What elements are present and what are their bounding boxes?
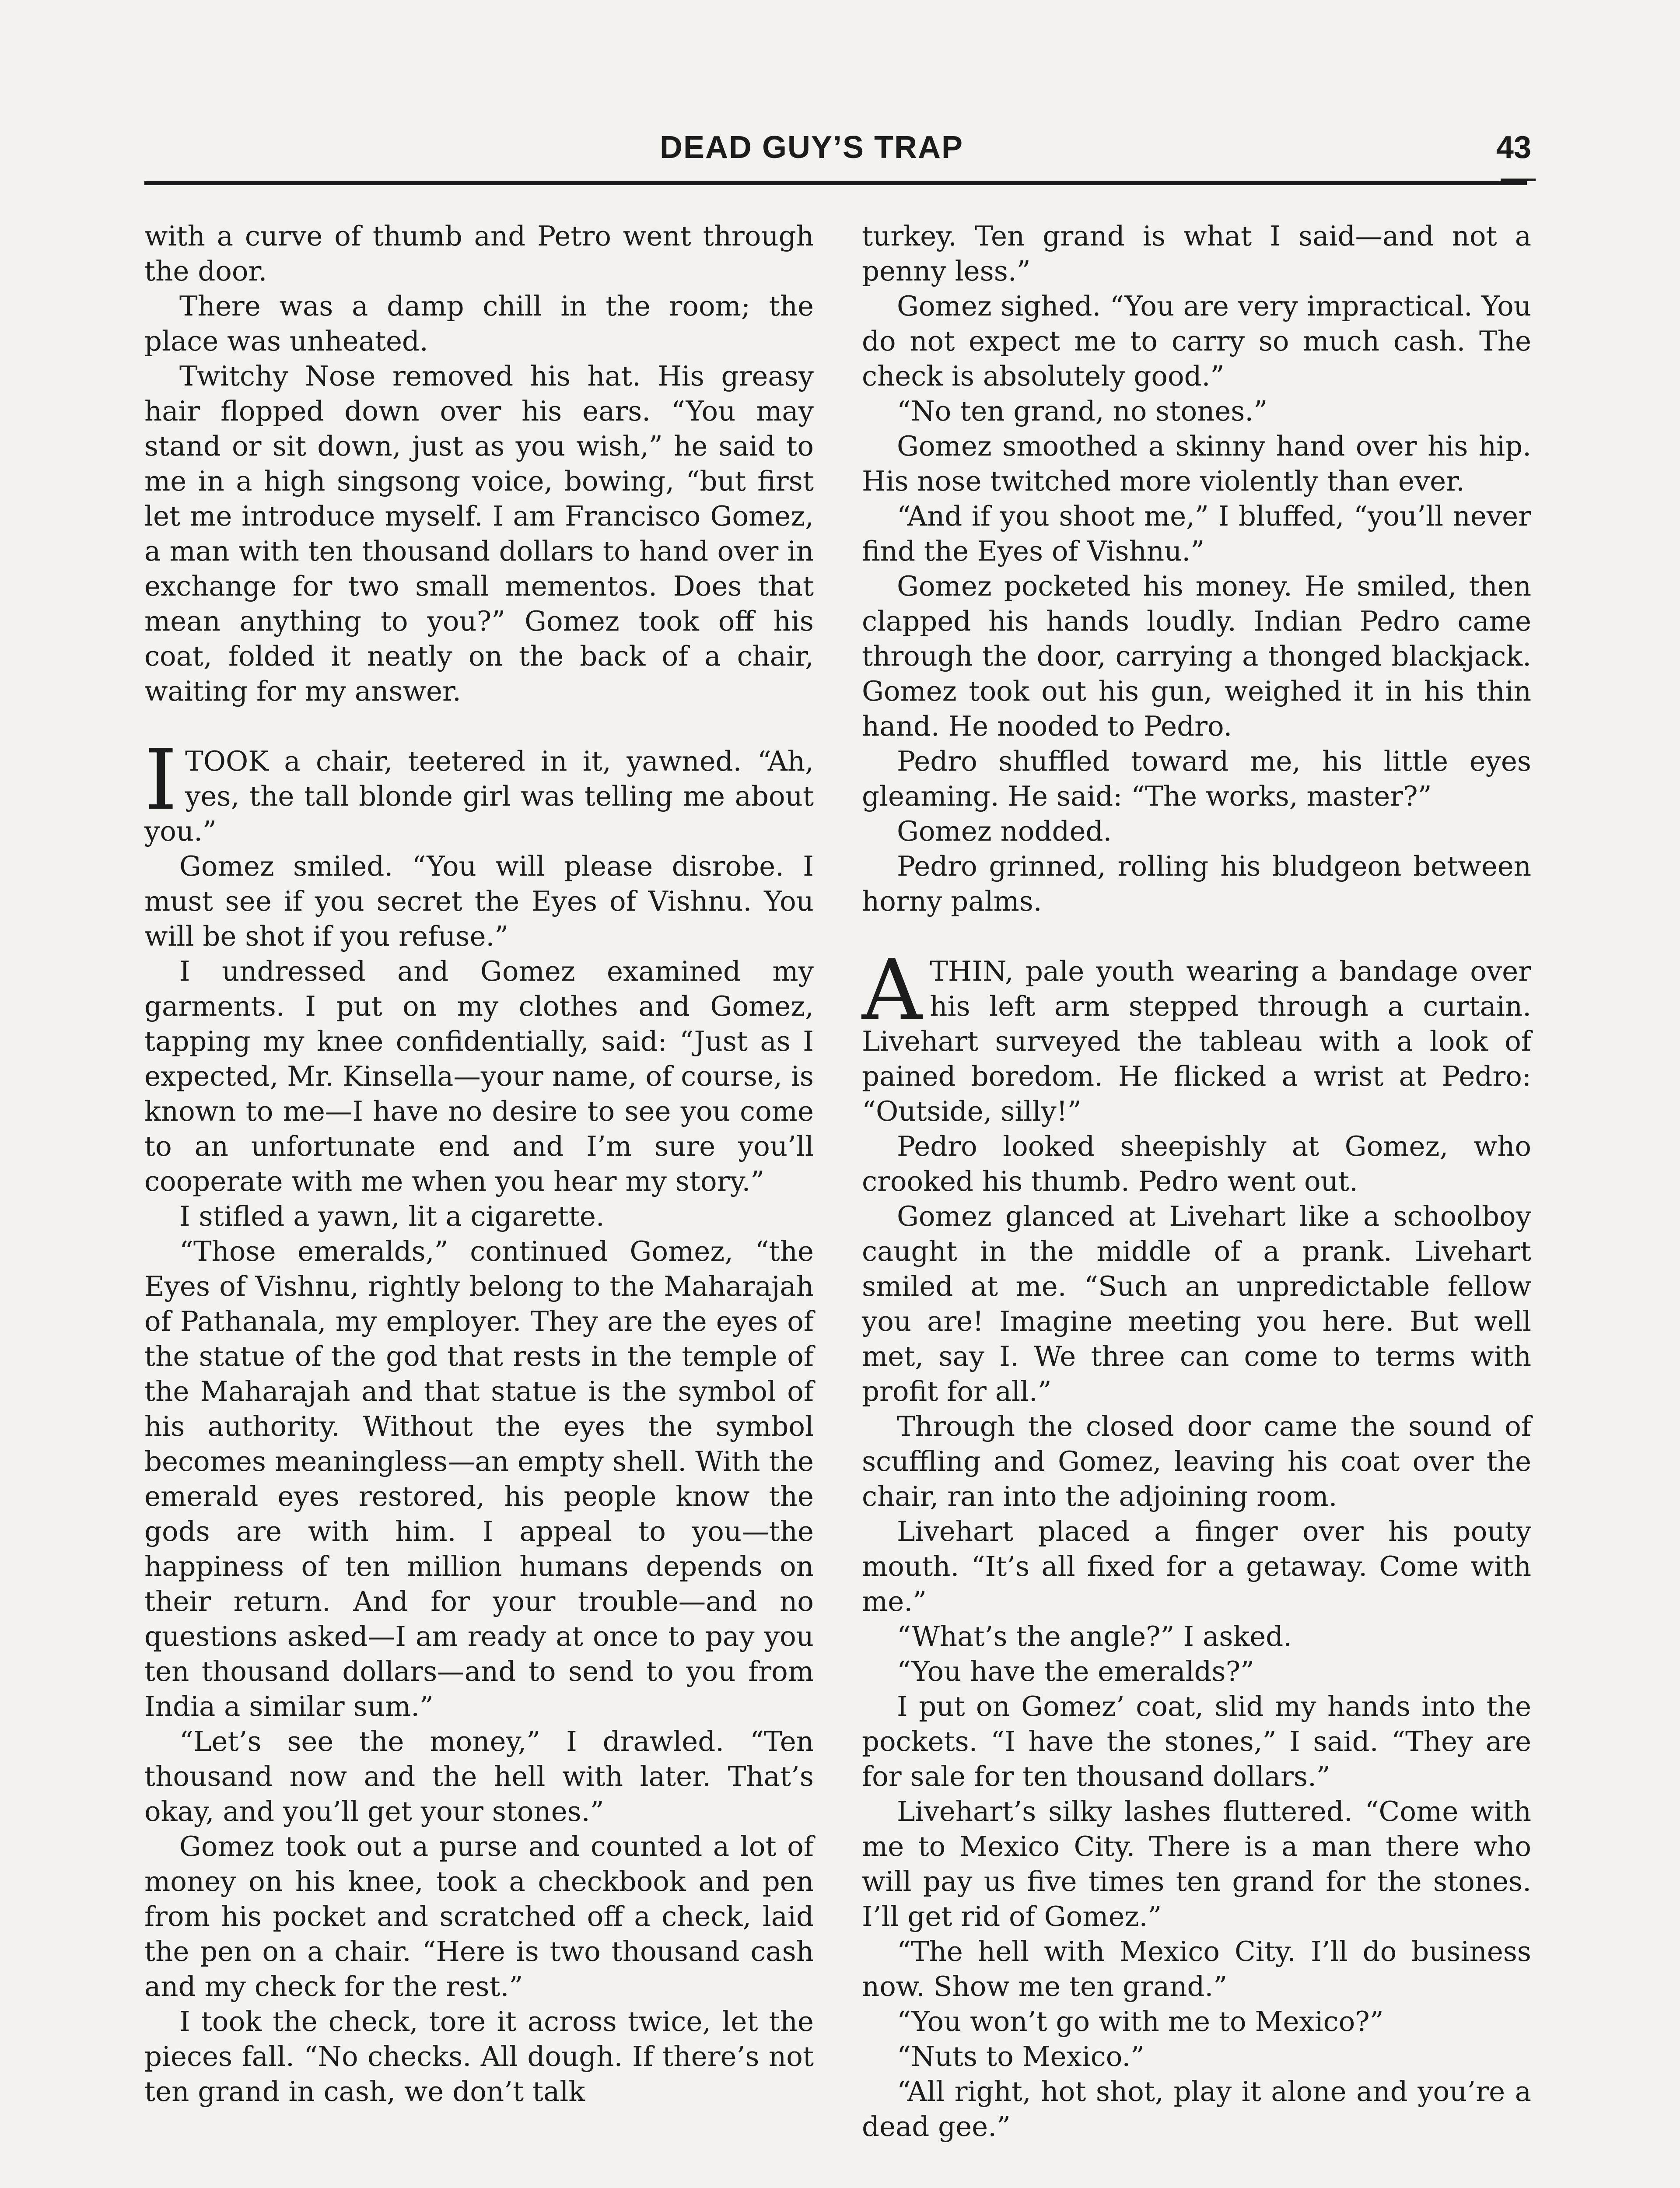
paragraph: Through the closed door came the sound of scuffling and Gomez, leaving his coat over the chair, ran into the adjoining room. (862, 1410, 1531, 1512)
lead-in: TOOK (185, 745, 269, 777)
paragraph: Gomez nodded. (897, 815, 1112, 847)
header-rule (144, 181, 1527, 185)
paragraph: “Nuts to Mexico.” (897, 2041, 1145, 2072)
paragraph: Livehart placed a finger over his pouty mouth. “It’s all fixed for a getaway. Come with me.” (862, 1515, 1531, 1617)
drop-cap: A (862, 942, 922, 1038)
paragraph: Twitchy Nose removed his hat. His greasy hair flopped down over his ears. “You may stand or sit down, just as you wish,” he said to me in a high singsong voice, bowing, “but first let me introduce myself. I am Francisco Gomez, a man with ten thousand dollars to hand over in exchange for two small mementos. Does that mean anything to you?” Gomez took off his coat, folded it neatly on the back of a chair, waiting for my answer. (144, 360, 814, 707)
right-column (862, 219, 1531, 2144)
paragraph: Livehart’s silky lashes fluttered. “Come with me to Mexico City. There is a man there who will pay us five times ten grand for the stones. I’ll get rid of Gomez.” (862, 1795, 1531, 1932)
left-column (144, 219, 814, 2109)
paragraph: There was a damp chill in the room; the place was unheated. (144, 290, 814, 357)
paragraph: I took the check, tore it across twice, let the pieces fall. “No checks. All dough. If there’s not ten grand in cash, we don’t talk (144, 2006, 814, 2107)
drop-cap: I (144, 732, 178, 828)
paragraph-text: pale youth wearing a bandage over his left arm stepped through a curtain. Livehart surveyed the tableau with a look of pained boredom. He flicked a wrist at Pedro: “Outside, silly!” (862, 955, 1531, 1127)
section-opening-paragraph (862, 942, 1531, 1129)
paragraph: I put on Gomez’ coat, slid my hands into the pockets. “I have the stones,” I said. “They are for sale for ten thousand dollars.” (862, 1690, 1531, 1792)
page-header (144, 130, 1531, 178)
paragraph-text: a chair, teetered in it, yawned. “Ah, yes, the tall blonde girl was telling me about you.” (144, 745, 814, 847)
paragraph: “And if you shoot me,” I bluffed, “you’ll never find the Eyes of Vishnu.” (862, 500, 1531, 567)
paragraph: Gomez glanced at Livehart like a schoolboy caught in the middle of a prank. Livehart smiled at me. “Such an unpredictable fellow you are! Imagine meeting you here. But well met, say I. We three can come to terms with profit for all.” (862, 1200, 1531, 1407)
paragraph: Pedro looked sheepishly at Gomez, who crooked his thumb. Pedro went out. (862, 1130, 1531, 1197)
paragraph: “No ten grand, no stones.” (897, 395, 1268, 427)
paragraph: Gomez smiled. “You will please disrobe. I must see if you secret the Eyes of Vishnu. You will be shot if you refuse.” (144, 850, 814, 952)
paragraph: “The hell with Mexico City. I’ll do business now. Show me ten grand.” (862, 1936, 1531, 2002)
header-rule-tail (1501, 179, 1536, 181)
paragraph: “You have the emeralds?” (897, 1655, 1255, 1687)
paragraph: “Let’s see the money,” I drawled. “Ten thousand now and the hell with later. That’s okay, and you’ll get your stones.” (144, 1725, 814, 1827)
paragraph: I stifled a yawn, lit a cigarette. (179, 1200, 605, 1232)
paragraph: “All right, hot shot, play it alone and you’re a dead gee.” (862, 2076, 1531, 2142)
paragraph: with a curve of thumb and Petro went through the door. (144, 220, 814, 287)
paragraph: Pedro grinned, rolling his bludgeon between horny palms. (862, 850, 1531, 917)
paragraph: “What’s the angle?” I asked. (897, 1620, 1292, 1652)
paragraph: Gomez took out a purse and counted a lot of money on his knee, took a checkbook and pen from his pocket and scratched off a check, laid the pen on a chair. “Here is two thousand cash and my check for the rest.” (144, 1830, 814, 2002)
paragraph: Pedro shuffled toward me, his little eyes gleaming. He said: “The works, master?” (862, 745, 1531, 812)
paragraph: Gomez pocketed his money. He smiled, then clapped his hands loudly. Indian Pedro came through the door, carrying a thonged blackjack. Gomez took out his gun, weighed it in his thin hand. He nooded to Pedro. (862, 570, 1531, 742)
paragraph: “Those emeralds,” continued Gomez, “the Eyes of Vishnu, rightly belong to the Maharajah of Pathanala, my employer. They are the eyes of the statue of the god that rests in the temple of the Maharajah and that statue is the symbol of his authority. Without the eyes the symbol becomes meaningless—an empty shell. With the emerald eyes restored, his people know the gods are with him. I appeal to you—the happiness of ten million humans depends on their return. And for your trouble—and no questions asked—I am ready at once to pay you ten thousand dollars—and to send to you from India a similar sum.” (144, 1235, 814, 1722)
paragraph: turkey. Ten grand is what I said—and not a penny less.” (862, 220, 1531, 287)
paragraph: Gomez sighed. “You are very impractical. You do not expect me to carry so much cash. The check is absolutely good.” (862, 290, 1531, 392)
page-number: 43 (1496, 130, 1531, 165)
paragraph: Gomez smoothed a skinny hand over his hip. His nose twitched more violently than ever. (862, 430, 1531, 497)
running-title: DEAD GUY’S TRAP (659, 130, 964, 165)
section-opening-paragraph (144, 732, 814, 849)
paragraph: I undressed and Gomez examined my garments. I put on my clothes and Gomez, tapping my knee confidentially, said: “Just as I expected, Mr. Kinsella—your name, of course, is known to me—I have no desire to see you come to an unfortunate end and I’m sure you’ll cooperate with me when you hear my story.” (144, 955, 814, 1197)
lead-in: THIN, (930, 955, 1014, 987)
paragraph: “You won’t go with me to Mexico?” (897, 2006, 1384, 2037)
